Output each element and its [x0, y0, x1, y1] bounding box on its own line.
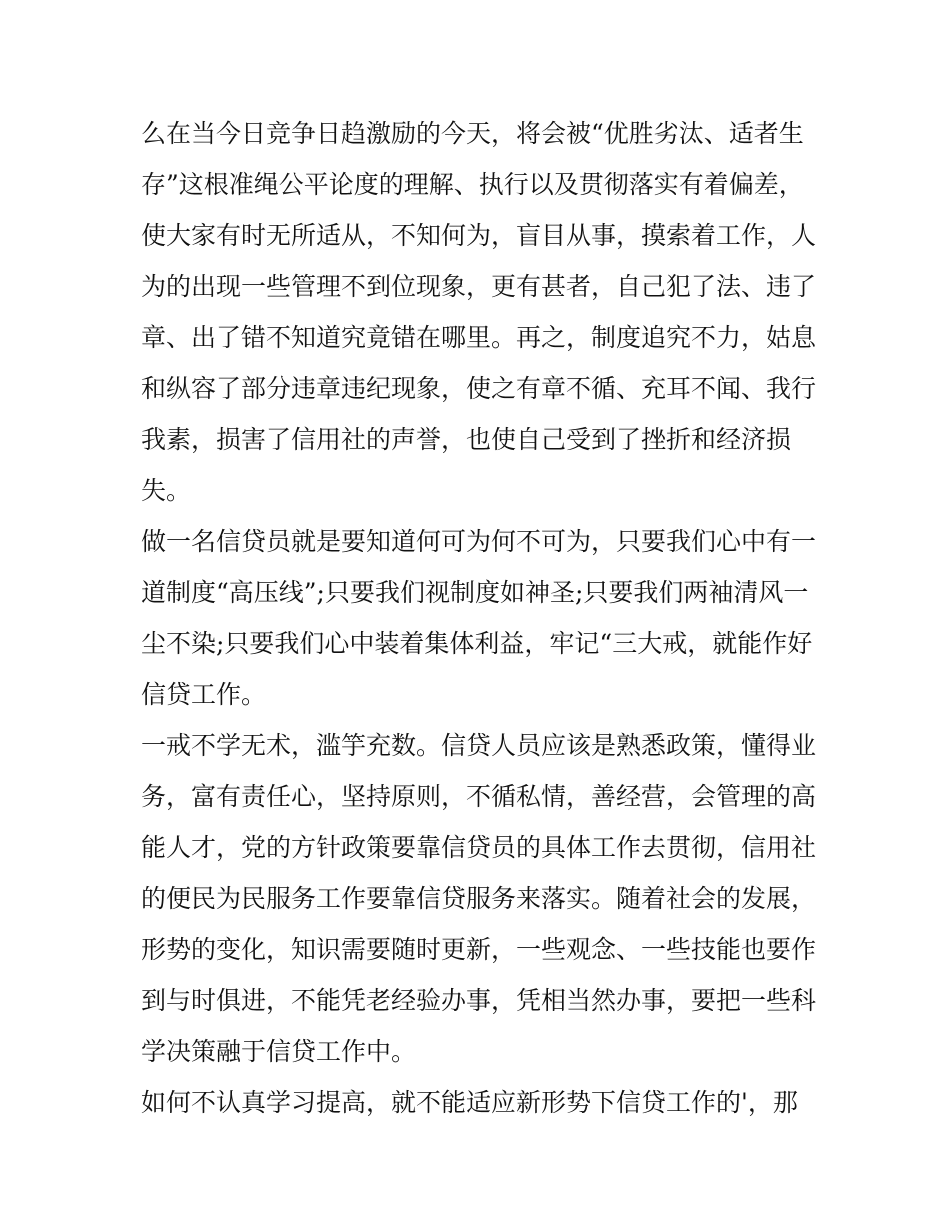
text-line: 尘不染;只要我们心中装着集体利益，牢记“三大戒，就能作好 [141, 629, 813, 658]
text-line: 做一名信贷员就是要知道何可为何不可为，只要我们心中有一 [141, 527, 817, 556]
text-line: 信贷工作。 [141, 680, 267, 709]
text-line: 能人才，党的方针政策要靠信贷员的具体工作去贯彻，信用社 [141, 833, 817, 862]
paragraph-4 [141, 1077, 821, 1128]
text-line: 和纵容了部分违章违纪现象，使之有章不循、充耳不闻、我行 [141, 374, 817, 403]
text-line: 道制度“高压线”;只要我们视制度如神圣;只要我们两袖清风一 [141, 578, 809, 607]
text-line: 务，富有责任心，坚持原则，不循私情，善经营，会管理的高 [141, 782, 817, 811]
paragraph-3 [141, 720, 821, 1077]
paragraph-2 [141, 516, 821, 720]
text-line: 为的出现一些管理不到位现象，更有甚者，自己犯了法、违了 [141, 272, 817, 301]
text-line: 形势的变化，知识需要随时更新，一些观念、一些技能也要作 [141, 935, 817, 964]
text-line: 到与时俱进，不能凭老经验办事，凭相当然办事，要把一些科 [141, 986, 817, 1015]
text-line: 失。 [141, 476, 192, 505]
document-body [141, 108, 821, 1128]
text-line: 一戒不学无术，滥竽充数。信贷人员应该是熟悉政策，懂得业 [141, 731, 817, 760]
text-line: 如何不认真学习提高，就不能适应新形势下信贷工作的'，那 [141, 1088, 798, 1117]
text-line: 么在当今日竞争日趋激励的今天，将会被“优胜劣汰、适者生 [141, 119, 804, 148]
text-line: 学决策融于信贷工作中。 [141, 1037, 417, 1066]
text-line: 存”这根准绳公平论度的理解、执行以及贯彻落实有着偏差， [141, 170, 804, 199]
text-line: 使大家有时无所适从，不知何为，盲目从事，摸索着工作，人 [141, 221, 817, 250]
text-line: 章、出了错不知道究竟错在哪里。再之，制度追究不力，姑息 [141, 323, 817, 352]
text-line: 我素，损害了信用社的声誉，也使自己受到了挫折和经济损 [141, 425, 792, 454]
text-line: 的便民为民服务工作要靠信贷服务来落实。随着社会的发展， [141, 884, 817, 913]
paragraph-1 [141, 108, 821, 516]
